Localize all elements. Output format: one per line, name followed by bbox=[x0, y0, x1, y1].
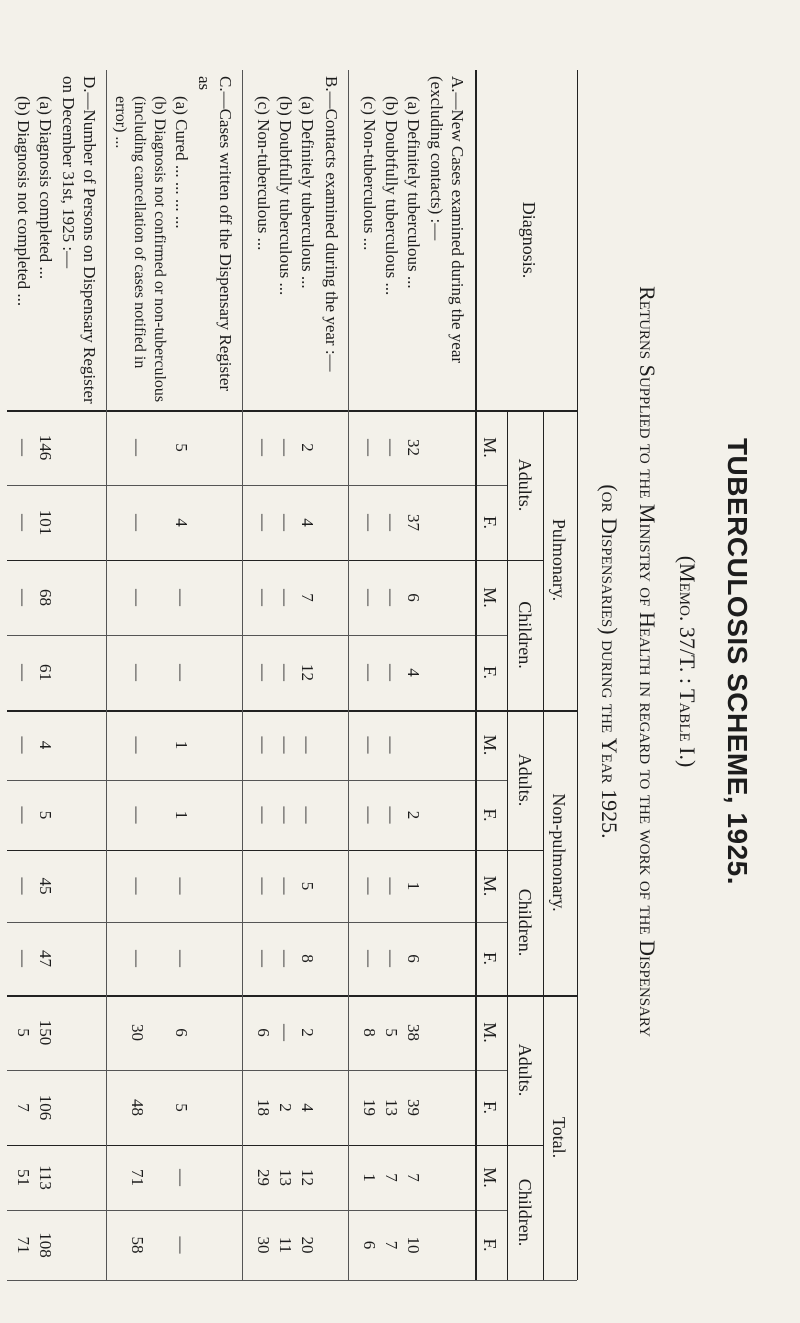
cell-A_b-pulm-3: — bbox=[382, 664, 401, 681]
subtitle-line-2: (or Dispensaries) during the Year 1925. bbox=[597, 484, 622, 839]
cell-B_a-pulm-2: 7 bbox=[298, 593, 317, 602]
cell-B_b-total-3: 11 bbox=[276, 1236, 295, 1254]
section-d-item-b: (b) Diagnosis not completed ... bbox=[14, 96, 33, 307]
cell-A_b-nonpulm-3: — bbox=[382, 950, 401, 967]
cell-B_c-pulm-3: — bbox=[254, 664, 273, 681]
section-a-item-b: (b) Doubtfully tuberculous ... bbox=[382, 96, 401, 296]
cell-C_b-pulm-1: — bbox=[128, 514, 147, 531]
total-children-header: Children. bbox=[515, 1178, 535, 1247]
cell-B_c-nonpulm-3: — bbox=[254, 950, 273, 967]
cell-C_a-nonpulm-1: 1 bbox=[172, 810, 191, 820]
cell-B_b-pulm-2: — bbox=[276, 589, 295, 606]
cell-C_a-pulm-2: — bbox=[172, 589, 191, 606]
cell-C_b-nonpulm-0: — bbox=[128, 736, 147, 754]
cell-B_a-total-3: 20 bbox=[298, 1236, 317, 1254]
section-c-item-b: (b) Diagnosis not confirmed or non-tuberculous (including cancellation of cases notified in error) ... bbox=[111, 96, 168, 403]
cell-B_a-total-1: 4 bbox=[298, 1103, 317, 1112]
cell-B_a-pulm-3: 12 bbox=[298, 664, 317, 681]
pulmonary-header: Pulmonary. bbox=[549, 518, 569, 602]
section-c-item-a: (a) Cured ... ... ... ... bbox=[172, 96, 191, 229]
cell-A_c-total-2: 1 bbox=[360, 1173, 379, 1182]
cell-A_a-total-2: 7 bbox=[404, 1173, 423, 1182]
cell-B_b-pulm-3: — bbox=[276, 664, 295, 681]
cell-D_a-total-1: 106 bbox=[36, 1094, 55, 1121]
col-f: F. bbox=[480, 665, 500, 680]
cell-A_c-pulm-1: — bbox=[360, 514, 379, 531]
cell-B_c-pulm-0: — bbox=[254, 439, 273, 456]
cell-B_a-total-2: 12 bbox=[298, 1169, 317, 1186]
cell-B_c-total-0: 6 bbox=[254, 1028, 273, 1037]
cell-A_b-nonpulm-0: — bbox=[382, 736, 401, 754]
return-table bbox=[7, 70, 578, 1280]
cell-B_a-nonpulm-1: — bbox=[298, 806, 317, 824]
cell-D_b-total-3: 71 bbox=[14, 1236, 33, 1254]
col-m: M. bbox=[480, 437, 500, 458]
diagnosis-header: Diagnosis. bbox=[519, 201, 539, 279]
cell-A_c-nonpulm-1: — bbox=[360, 806, 379, 824]
cell-A_c-pulm-3: — bbox=[360, 664, 379, 681]
cell-C_a-nonpulm-3: — bbox=[172, 950, 191, 967]
section-a-item-c: (c) Non-tuberculous ... bbox=[360, 96, 379, 251]
cell-A_c-total-0: 8 bbox=[360, 1028, 379, 1037]
col-f: F. bbox=[480, 515, 500, 530]
cell-A_a-pulm-2: 6 bbox=[404, 593, 423, 602]
cell-C_b-nonpulm-2: — bbox=[128, 877, 147, 895]
section-a-title: A.—New Cases examined during the year (excluding contacts) :— bbox=[427, 76, 467, 364]
cell-D_b-total-1: 7 bbox=[14, 1103, 33, 1112]
cell-C_b-total-0: 30 bbox=[128, 1024, 147, 1041]
col-m: M. bbox=[480, 1022, 500, 1043]
cell-D_a-nonpulm-2: 45 bbox=[36, 877, 55, 895]
cell-B_a-nonpulm-3: 8 bbox=[298, 954, 317, 963]
cell-C_b-total-3: 58 bbox=[128, 1236, 147, 1254]
cell-D_b-nonpulm-3: — bbox=[14, 950, 33, 967]
cell-C_a-total-1: 5 bbox=[172, 1103, 191, 1112]
cell-C_a-total-0: 6 bbox=[172, 1028, 191, 1037]
cell-C_a-total-3: — bbox=[172, 1236, 191, 1254]
cell-D_b-pulm-3: — bbox=[14, 664, 33, 681]
cell-A_b-total-3: 7 bbox=[382, 1240, 401, 1250]
cell-A_a-pulm-1: 37 bbox=[404, 514, 423, 531]
cell-A_a-total-0: 38 bbox=[404, 1024, 423, 1041]
cell-B_c-total-3: 30 bbox=[254, 1236, 273, 1254]
cell-A_b-total-2: 7 bbox=[382, 1173, 401, 1182]
cell-B_b-total-0: — bbox=[276, 1024, 295, 1041]
cell-D_a-pulm-1: 101 bbox=[36, 509, 55, 536]
cell-D_b-pulm-2: — bbox=[14, 589, 33, 606]
cell-A_a-nonpulm-1: 2 bbox=[404, 810, 423, 820]
memo-reference: (Memo. 37/T. : Table I.) bbox=[675, 555, 700, 768]
cell-A_b-nonpulm-2: — bbox=[382, 877, 401, 895]
cell-B_a-pulm-1: 4 bbox=[298, 518, 317, 527]
cell-D_a-pulm-0: 146 bbox=[36, 434, 55, 461]
col-f: F. bbox=[480, 808, 500, 822]
cell-A_c-nonpulm-0: — bbox=[360, 736, 379, 754]
cell-C_b-pulm-2: — bbox=[128, 589, 147, 606]
nonpulm-children-header: Children. bbox=[515, 888, 535, 957]
section-a-item-a: (a) Definitely tuberculous ... bbox=[404, 96, 423, 289]
cell-A_a-total-1: 39 bbox=[404, 1099, 423, 1116]
cell-B_a-nonpulm-0: — bbox=[298, 736, 317, 754]
cell-D_a-total-0: 150 bbox=[36, 1019, 55, 1046]
pulm-adults-header: Adults. bbox=[515, 458, 535, 512]
cell-D_a-nonpulm-0: 4 bbox=[36, 740, 55, 750]
cell-C_b-pulm-0: — bbox=[128, 439, 147, 456]
cell-A_a-nonpulm-3: 6 bbox=[404, 954, 423, 963]
cell-D_a-pulm-3: 61 bbox=[36, 664, 55, 681]
cell-B_a-total-0: 2 bbox=[298, 1028, 317, 1037]
section-b-title: B.—Contacts examined during the year :— bbox=[322, 76, 341, 372]
section-d-item-a: (a) Diagnosis completed ... bbox=[36, 96, 55, 280]
col-f: F. bbox=[480, 1100, 500, 1115]
cell-D_a-nonpulm-3: 47 bbox=[36, 950, 55, 967]
cell-C_b-total-2: 71 bbox=[128, 1169, 147, 1186]
cell-D_b-nonpulm-0: — bbox=[14, 736, 33, 754]
cell-B_a-pulm-0: 2 bbox=[298, 443, 317, 452]
cell-B_c-total-2: 29 bbox=[254, 1169, 273, 1186]
cell-C_a-pulm-3: — bbox=[172, 664, 191, 681]
cell-B_b-total-1: 2 bbox=[276, 1103, 295, 1112]
cell-D_b-nonpulm-1: — bbox=[14, 806, 33, 824]
cell-A_a-total-3: 10 bbox=[404, 1236, 423, 1254]
cell-B_b-nonpulm-1: — bbox=[276, 806, 295, 824]
section-c-title: C.—Cases written off the Dispensary Register as bbox=[195, 76, 235, 392]
cell-C_a-pulm-1: 4 bbox=[172, 518, 191, 527]
cell-B_c-pulm-2: — bbox=[254, 589, 273, 606]
cell-A_c-total-3: 6 bbox=[360, 1240, 379, 1250]
col-m: M. bbox=[480, 875, 500, 897]
cell-A_b-pulm-0: — bbox=[382, 439, 401, 456]
pulm-children-header: Children. bbox=[515, 601, 535, 669]
total-header: Total. bbox=[549, 1116, 569, 1159]
cell-A_a-nonpulm-2: 1 bbox=[404, 881, 423, 891]
cell-A_b-pulm-2: — bbox=[382, 589, 401, 606]
total-adults-header: Adults. bbox=[515, 1043, 535, 1097]
subtitle-line-1: Returns Supplied to the Ministry of Health in regard to the work of the Dispensary bbox=[635, 286, 660, 1037]
col-m: M. bbox=[480, 587, 500, 608]
nonpulm-adults-header: Adults. bbox=[515, 753, 535, 807]
cell-B_c-nonpulm-2: — bbox=[254, 877, 273, 895]
cell-B_c-nonpulm-0: — bbox=[254, 736, 273, 754]
col-m: M. bbox=[480, 1167, 500, 1188]
section-b-item-b: (b) Doubtfully tuberculous ... bbox=[276, 96, 295, 296]
cell-D_a-total-2: 113 bbox=[36, 1165, 55, 1190]
cell-B_b-pulm-1: — bbox=[276, 514, 295, 531]
cell-D_b-total-2: 51 bbox=[14, 1169, 33, 1186]
cell-A_c-nonpulm-3: — bbox=[360, 950, 379, 967]
cell-B_b-pulm-0: — bbox=[276, 439, 295, 456]
col-f: F. bbox=[480, 951, 500, 966]
cell-B_c-nonpulm-1: — bbox=[254, 806, 273, 824]
cell-A_c-total-1: 19 bbox=[360, 1099, 379, 1116]
section-b-item-a: (a) Definitely tuberculous ... bbox=[298, 96, 317, 289]
cell-A_b-nonpulm-1: — bbox=[382, 806, 401, 824]
cell-B_a-nonpulm-2: 5 bbox=[298, 881, 317, 891]
cell-D_a-nonpulm-1: 5 bbox=[36, 810, 55, 820]
cell-A_b-total-1: 13 bbox=[382, 1099, 401, 1116]
cell-B_b-total-2: 13 bbox=[276, 1169, 295, 1186]
cell-B_b-nonpulm-2: — bbox=[276, 877, 295, 895]
cell-A_c-pulm-2: — bbox=[360, 589, 379, 606]
cell-C_a-nonpulm-2: — bbox=[172, 877, 191, 895]
cell-C_a-pulm-0: 5 bbox=[172, 443, 191, 452]
cell-C_b-total-1: 48 bbox=[128, 1099, 147, 1116]
cell-C_a-total-2: — bbox=[172, 1169, 191, 1186]
section-d-title: D.—Number of Persons on Dispensary Register on December 31st, 1925 :— bbox=[59, 76, 99, 404]
cell-A_b-pulm-1: — bbox=[382, 514, 401, 531]
cell-D_b-pulm-1: — bbox=[14, 514, 33, 531]
cell-C_b-nonpulm-3: — bbox=[128, 950, 147, 967]
cell-C_a-nonpulm-0: 1 bbox=[172, 740, 191, 750]
page-title: TUBERCULOSIS SCHEME, 1925. bbox=[722, 437, 753, 886]
cell-B_b-nonpulm-3: — bbox=[276, 950, 295, 967]
cell-A_c-nonpulm-2: — bbox=[360, 877, 379, 895]
cell-D_b-total-0: 5 bbox=[14, 1028, 33, 1037]
col-m: M. bbox=[480, 734, 500, 756]
cell-A_a-pulm-0: 32 bbox=[404, 439, 423, 456]
cell-D_b-nonpulm-2: — bbox=[14, 877, 33, 895]
cell-C_b-nonpulm-1: — bbox=[128, 806, 147, 824]
cell-D_a-pulm-2: 68 bbox=[36, 589, 55, 606]
cell-D_a-total-3: 108 bbox=[36, 1232, 55, 1258]
cell-C_b-pulm-3: — bbox=[128, 664, 147, 681]
col-f: F. bbox=[480, 1238, 500, 1252]
section-b-item-c: (c) Non-tuberculous ... bbox=[254, 96, 273, 251]
cell-B_c-total-1: 18 bbox=[254, 1099, 273, 1116]
cell-B_c-pulm-1: — bbox=[254, 514, 273, 531]
cell-A_b-total-0: 5 bbox=[382, 1028, 401, 1037]
cell-B_b-nonpulm-0: — bbox=[276, 736, 295, 754]
cell-A_a-pulm-3: 4 bbox=[404, 668, 423, 677]
non-pulmonary-header: Non-pulmonary. bbox=[549, 793, 569, 912]
cell-D_b-pulm-0: — bbox=[14, 439, 33, 456]
cell-A_c-pulm-0: — bbox=[360, 439, 379, 456]
